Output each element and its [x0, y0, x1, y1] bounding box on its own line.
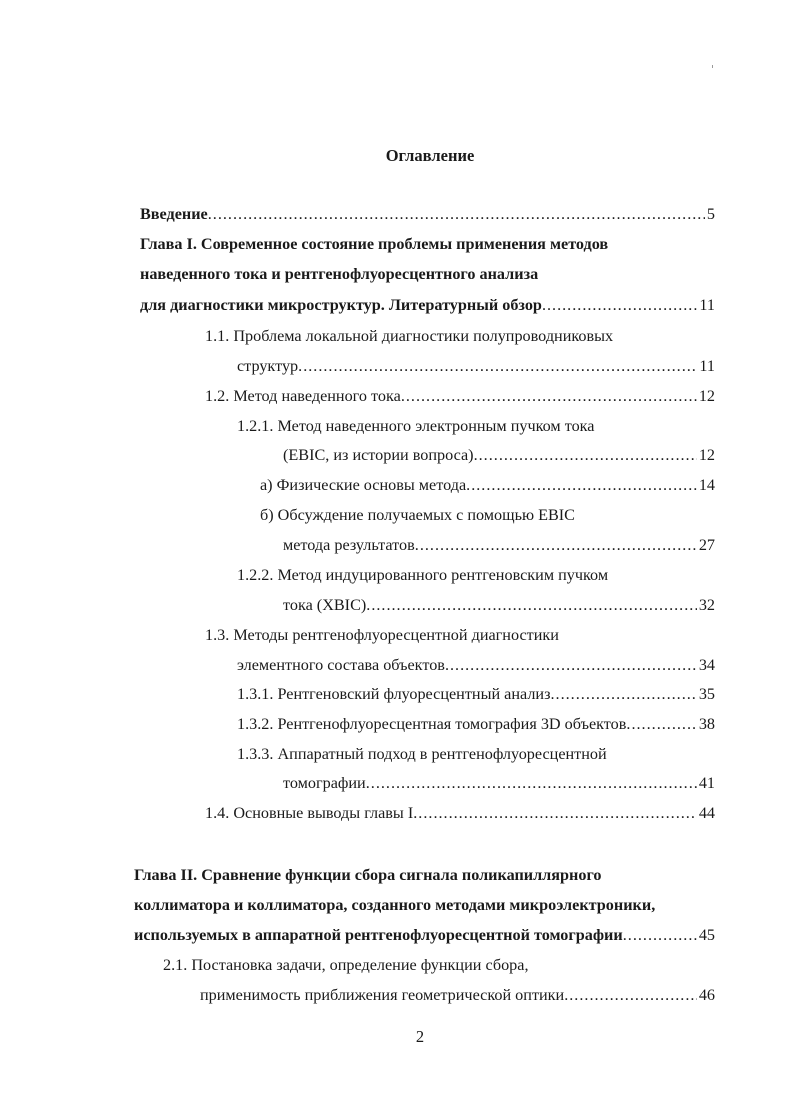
dot-leader — [298, 355, 697, 377]
toc-page-number: 41 — [698, 774, 715, 792]
toc-entry-text: 1.2. Метод наведенного тока — [205, 387, 401, 405]
toc-entry — [134, 924, 715, 946]
toc-entry — [140, 203, 715, 225]
dot-leader — [474, 444, 697, 466]
toc-entry-text: тока (XBIC) — [283, 596, 367, 614]
dot-leader — [542, 294, 697, 316]
toc-entry-text: 1.4. Основные выводы главы I — [205, 804, 414, 822]
toc-entry-text: (EBIC, из истории вопроса) — [283, 446, 474, 464]
toc-entry-text: используемых в аппаратной рентгенофлуоресцентной томографии — [134, 926, 623, 944]
toc-entry-text: 1.3.2. Рентгенофлуоресцентная томография 3D объектов — [237, 715, 627, 733]
toc-entry-text: томографии — [283, 774, 366, 792]
dot-leader — [564, 984, 697, 1006]
toc-entry — [283, 772, 715, 794]
dot-leader — [208, 203, 705, 225]
toc-entry-text: 1.3.3. Аппаратный подход в рентгенофлуоресцентной — [237, 745, 607, 763]
toc-page-number: 11 — [699, 357, 715, 375]
dot-leader — [626, 713, 696, 735]
toc-entry-text: 2.1. Постановка задачи, определение функции сбора, — [163, 956, 529, 974]
toc-page-number: 14 — [698, 476, 715, 494]
toc-page-number: 12 — [698, 387, 715, 405]
toc-page-number: 5 — [706, 205, 715, 223]
toc-entry-text: коллиматора и коллиматора, созданного методами микроэлектроники, — [134, 896, 656, 914]
toc-entry — [283, 594, 715, 616]
toc-entry-line — [237, 415, 594, 437]
toc-entry — [140, 294, 715, 316]
toc-entry-text: а) Физические основы метода — [260, 476, 467, 494]
toc-entry-line — [134, 864, 601, 886]
scan-speck — [712, 65, 713, 68]
toc-page-number: 32 — [698, 596, 715, 614]
toc-entry-line — [163, 954, 529, 976]
toc-page-number: 46 — [698, 986, 715, 1004]
dot-leader — [466, 474, 697, 496]
toc-entry — [283, 534, 715, 556]
toc-entry-line — [237, 564, 608, 586]
toc-page-number: 12 — [698, 446, 715, 464]
toc-page-number: 11 — [699, 296, 715, 314]
toc-entry — [200, 984, 715, 1006]
toc-entry — [237, 654, 715, 676]
toc-entry-text: Глава II. Сравнение функции сбора сигнала поликапиллярного — [134, 866, 602, 884]
toc-entry-text: применимость приближения геометрической оптики — [200, 986, 565, 1004]
toc-entry — [205, 802, 715, 824]
toc-entry-line — [140, 263, 538, 285]
toc-entry-text: 1.2.2. Метод индуцированного рентгеновским пучком — [237, 566, 609, 584]
dot-leader — [401, 385, 697, 407]
toc-page-number: 44 — [698, 804, 715, 822]
toc-entry-line — [237, 743, 607, 765]
toc-entry-text: Введение — [140, 205, 208, 223]
toc-page-number: 45 — [698, 926, 715, 944]
toc-entry-text: б) Обсуждение получаемых с помощью EBIC — [260, 506, 575, 524]
toc-page-number: 27 — [698, 536, 715, 554]
toc-entry-text: наведенного тока и рентгенофлуоресцентного анализа — [140, 265, 539, 283]
dot-leader — [623, 924, 697, 946]
toc-entry — [260, 474, 715, 496]
toc-entry-text: метода результатов — [283, 536, 415, 554]
toc-entry-text: 1.3. Методы рентгенофлуоресцентной диагностики — [205, 626, 559, 644]
dot-leader — [366, 772, 697, 794]
toc-entry-text: 1.2.1. Метод наведенного электронным пучком тока — [237, 417, 595, 435]
toc-entry — [237, 355, 715, 377]
toc-entry-text: 1.1. Проблема локальной диагностики полупроводниковых — [205, 327, 614, 345]
toc-entry-line — [260, 504, 575, 526]
toc-title: Оглавление — [385, 146, 475, 165]
dot-leader — [415, 534, 697, 556]
toc-entry-line — [140, 233, 608, 255]
toc-entry-text: элементного состава объектов — [237, 656, 445, 674]
toc-entry-text: 1.3.1. Рентгеновский флуоресцентный анализ — [237, 685, 551, 703]
toc-entry-line — [205, 624, 559, 646]
dot-leader — [366, 594, 697, 616]
dot-leader — [550, 683, 696, 705]
dot-leader — [413, 802, 697, 824]
toc-entry-text: структур — [237, 357, 299, 375]
toc-entry-line — [205, 325, 613, 347]
toc-entry-text: для диагностики микроструктур. Литературный обзор — [140, 296, 542, 314]
toc-entry — [205, 385, 715, 407]
toc-page-number: 34 — [698, 656, 715, 674]
toc-entry-text: Глава I. Современное состояние проблемы применения методов — [140, 235, 609, 253]
toc-page-number: 38 — [698, 715, 715, 733]
page-number: 2 — [415, 1027, 425, 1046]
toc-entry — [237, 683, 715, 705]
toc-entry — [283, 444, 715, 466]
toc-entry — [237, 713, 715, 735]
dot-leader — [445, 654, 697, 676]
toc-entry-line — [134, 894, 655, 916]
toc-page-number: 35 — [698, 685, 715, 703]
